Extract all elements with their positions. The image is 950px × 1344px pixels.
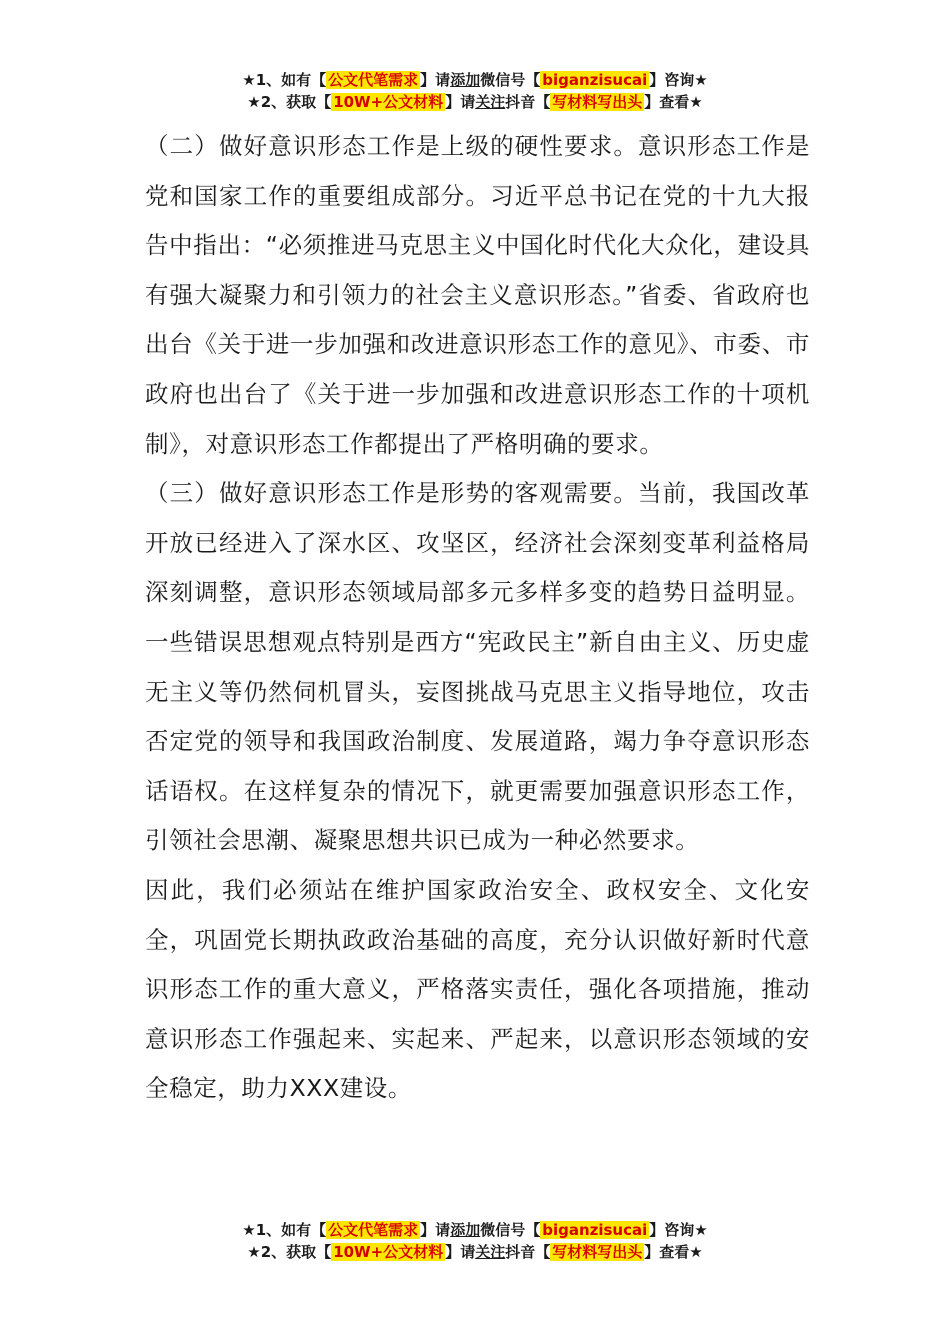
banner-highlight: 写材料写出头	[552, 1243, 643, 1261]
document-body	[145, 122, 810, 1114]
banner-highlight: biganzisucai	[542, 71, 648, 89]
banner-line-2: ★2、获取【 10W+公文材料 】请关注抖音【 写材料写出头 】查看★	[247, 1243, 703, 1261]
paragraph: （三）做好意识形态工作是形势的客观需要。当前，我国改革开放已经进入了深水区、攻坚区，经济社会深刻变革利益格局深刻调整，意识形态领域局部多元多样多变的趋势日益明显。一些错误思想观点特别是西方“宪政民主”新自由主义、历史虚无主义等仍然伺机冒头，妄图挑战马克思主义指导地位，攻击否定党的领导和我国政治制度、发展道路，竭力争夺意识形态话语权。在这样复杂的情况下，就更需要加强意识形态工作，引领社会思潮、凝聚思想共识已成为一种必然要求。	[145, 479, 810, 855]
banner-line-1: ★1、如有【 公文代笔需求 】请添加微信号【 biganzisucai 】咨询★	[242, 1221, 708, 1239]
banner-highlight: biganzisucai	[542, 1221, 648, 1239]
paragraph: 因此，我们必须站在维护国家政治安全、政权安全、文化安全，巩固党长期执政政治基础的高度，充分认识做好新时代意识形态工作的重大意义，严格落实责任，强化各项措施，推动意识形态工作强起来、实起来、严起来，以意识形态领域的安全稳定，助力XXX建设。	[145, 875, 810, 1103]
paragraph: （二）做好意识形态工作是上级的硬性要求。意识形态工作是党和国家工作的重要组成部分。习近平总书记在党的十九大报告中指出：“必须推进马克思主义中国化时代化大众化，建设具有强大凝聚力和引领力的社会主义意识形态。”省委、省政府也出台《关于进一步加强和改进意识形态工作的意见》、市委、市政府也出台了《关于进一步加强和改进意识形态工作的十项机制》，对意识形态工作都提出了严格明确的要求。	[145, 132, 810, 458]
banner-line-2: ★2、获取【 10W+公文材料 】请关注抖音【 写材料写出头 】查看★	[247, 93, 703, 111]
banner-highlight: 写材料写出头	[552, 93, 643, 111]
header-banner	[0, 69, 950, 113]
banner-highlight: 10W+公文材料	[333, 93, 444, 111]
banner-line-1: ★1、如有【 公文代笔需求 】请添加微信号【 biganzisucai 】咨询★	[242, 71, 708, 89]
banner-highlight: 公文代笔需求	[328, 71, 419, 89]
footer-banner	[0, 1219, 950, 1263]
banner-highlight: 公文代笔需求	[328, 1221, 419, 1239]
banner-highlight: 10W+公文材料	[333, 1243, 444, 1261]
